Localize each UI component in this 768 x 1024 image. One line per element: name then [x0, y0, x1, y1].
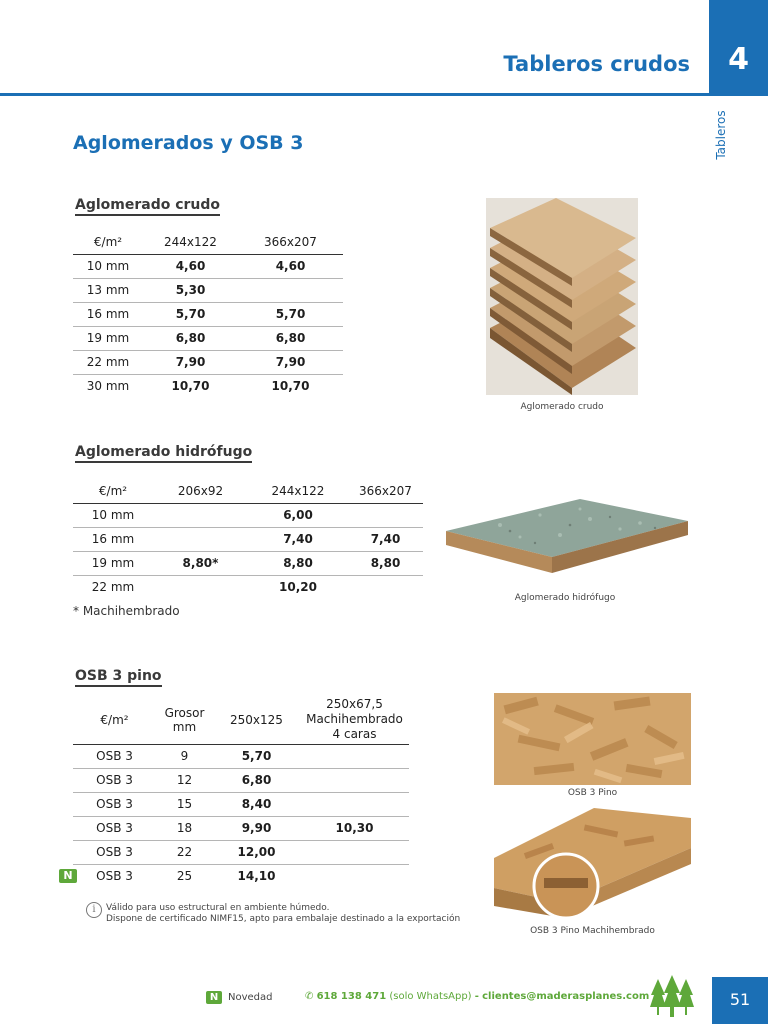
column-header-unit: €/m² — [73, 231, 143, 254]
price-cell: 6,80 — [213, 768, 300, 792]
price-cell: 7,90 — [143, 350, 238, 374]
table-row — [73, 792, 409, 816]
product-name: OSB 3 — [73, 768, 156, 792]
grosor-cell: 22 — [156, 840, 213, 864]
price-cell: 12,00 — [213, 840, 300, 864]
table-row — [73, 864, 409, 888]
price-cell — [300, 864, 409, 888]
price-cell: 7,90 — [238, 350, 343, 374]
row-thickness: 10 mm — [73, 254, 143, 278]
price-cell — [238, 278, 343, 302]
table-row — [73, 744, 409, 768]
price-cell — [153, 503, 248, 527]
column-header-grosor: Grosor mm — [156, 696, 213, 744]
grosor-cell: 12 — [156, 768, 213, 792]
header-rule — [0, 93, 768, 96]
osb-pino-photo — [494, 693, 691, 785]
osb-pino-caption: OSB 3 Pino — [567, 788, 618, 798]
grosor-cell: 15 — [156, 792, 213, 816]
row-thickness: 22 mm — [73, 350, 143, 374]
column-header-unit: €/m² — [73, 696, 156, 744]
grosor-cell: 25 — [176, 869, 193, 883]
price-cell: 8,80 — [348, 551, 423, 575]
whatsapp-note: (solo WhatsApp) — [389, 991, 472, 1002]
row-thickness: 13 mm — [73, 278, 143, 302]
table-row — [73, 503, 423, 527]
price-cell: 14,10 — [237, 869, 276, 883]
price-cell: 4,60 — [143, 254, 238, 278]
footnote-machihembrado: * Machihembrado — [73, 604, 180, 618]
column-header: 366x207 — [348, 480, 423, 503]
page-title: Aglomerados y OSB 3 — [73, 132, 304, 154]
table-row — [73, 551, 423, 575]
product-name: OSB 3 — [73, 840, 156, 864]
section-title-aglomerado-crudo: Aglomerado crudo — [75, 197, 220, 216]
osb-machihembrado-caption: OSB 3 Pino Machihembrado — [530, 926, 655, 936]
aglomerado-hidrofugo-caption: Aglomerado hidrófugo — [514, 593, 616, 603]
price-cell: 10,30 — [300, 816, 409, 840]
table-osb — [73, 696, 409, 888]
price-cell — [348, 503, 423, 527]
price-cell — [300, 792, 409, 816]
new-badge: N — [59, 869, 77, 883]
grosor-cell: 9 — [156, 744, 213, 768]
price-cell — [348, 575, 423, 599]
price-cell: 5,30 — [143, 278, 238, 302]
column-header: 206x92 — [153, 480, 248, 503]
page-number: 51 — [729, 990, 751, 1009]
product-name: OSB 3 — [73, 744, 156, 768]
price-cell: 10,70 — [271, 379, 310, 393]
table-row — [73, 326, 343, 350]
price-cell — [300, 840, 409, 864]
row-thickness: 19 mm — [73, 326, 143, 350]
novedad-badge: N — [206, 991, 222, 1004]
price-cell: 6,80 — [238, 326, 343, 350]
price-cell — [300, 768, 409, 792]
section-header-title: Tableros crudos — [503, 52, 690, 76]
aglomerado-hidrofugo-photo — [440, 495, 690, 585]
table-aglomerado-crudo — [73, 231, 343, 398]
column-header: 366x207 — [238, 231, 343, 254]
grosor-cell: 18 — [156, 816, 213, 840]
price-cell: 9,90 — [213, 816, 300, 840]
table-aglomerado-hidrofugo — [73, 480, 423, 599]
contact-line — [305, 991, 649, 1002]
price-cell — [153, 575, 248, 599]
price-cell — [153, 527, 248, 551]
info-note — [106, 903, 460, 925]
email-link[interactable]: clientes@maderasplanes.com — [482, 991, 650, 1002]
price-cell: 6,00 — [248, 503, 348, 527]
column-header: 250x67,5 Machihembrado 4 caras — [300, 696, 409, 744]
novedad-label: Novedad — [228, 992, 273, 1003]
row-thickness: 16 mm — [73, 527, 153, 551]
price-cell: 7,40 — [248, 527, 348, 551]
table-row — [73, 302, 343, 326]
info-note-line: Válido para uso estructural en ambiente húmedo. — [106, 903, 330, 913]
chapter-number: 4 — [728, 42, 749, 77]
column-header: 244x122 — [143, 231, 238, 254]
whatsapp-icon: ✆ — [305, 991, 314, 1002]
column-header-unit: €/m² — [73, 480, 153, 503]
price-cell: 8,80* — [153, 551, 248, 575]
info-note-line: Dispone de certificado NIMF15, apto para embalaje destinado a la exportación — [106, 914, 461, 924]
price-cell: 4,60 — [238, 254, 343, 278]
row-thickness: 22 mm — [91, 580, 135, 594]
price-cell: 8,80 — [248, 551, 348, 575]
price-cell: 10,70 — [171, 379, 210, 393]
aglomerado-crudo-photo — [486, 198, 638, 395]
table-row — [73, 350, 343, 374]
price-cell: 5,70 — [213, 744, 300, 768]
price-cell: 5,70 — [238, 302, 343, 326]
pine-trees-logo-icon — [650, 975, 694, 1020]
row-thickness: 10 mm — [73, 503, 153, 527]
price-cell: 5,70 — [143, 302, 238, 326]
table-row — [73, 768, 409, 792]
phone-number[interactable]: 618 138 471 — [316, 991, 387, 1002]
table-row — [73, 374, 343, 398]
info-icon: i — [86, 902, 102, 918]
product-name: OSB 3 — [73, 816, 156, 840]
row-thickness: 16 mm — [73, 302, 143, 326]
table-row — [73, 840, 409, 864]
table-row — [73, 254, 343, 278]
row-thickness: 19 mm — [73, 551, 153, 575]
table-row — [73, 527, 423, 551]
separator: - — [474, 991, 479, 1002]
table-row — [73, 816, 409, 840]
row-thickness: 30 mm — [86, 379, 130, 393]
column-header: 244x122 — [248, 480, 348, 503]
product-name: OSB 3 — [96, 869, 133, 883]
section-title-aglomerado-hidrofugo: Aglomerado hidrófugo — [75, 444, 252, 463]
table-row — [73, 575, 423, 599]
aglomerado-crudo-caption: Aglomerado crudo — [520, 402, 604, 412]
price-cell: 8,40 — [213, 792, 300, 816]
table-row — [73, 278, 343, 302]
price-cell — [300, 744, 409, 768]
section-title-osb: OSB 3 pino — [75, 668, 162, 687]
price-cell: 10,20 — [279, 580, 317, 594]
product-name: OSB 3 — [73, 792, 156, 816]
side-tab-label: Tableros — [714, 110, 728, 160]
column-header: 250x125 — [213, 696, 300, 744]
price-cell: 6,80 — [143, 326, 238, 350]
osb-machihembrado-photo — [494, 808, 691, 921]
price-cell: 7,40 — [348, 527, 423, 551]
